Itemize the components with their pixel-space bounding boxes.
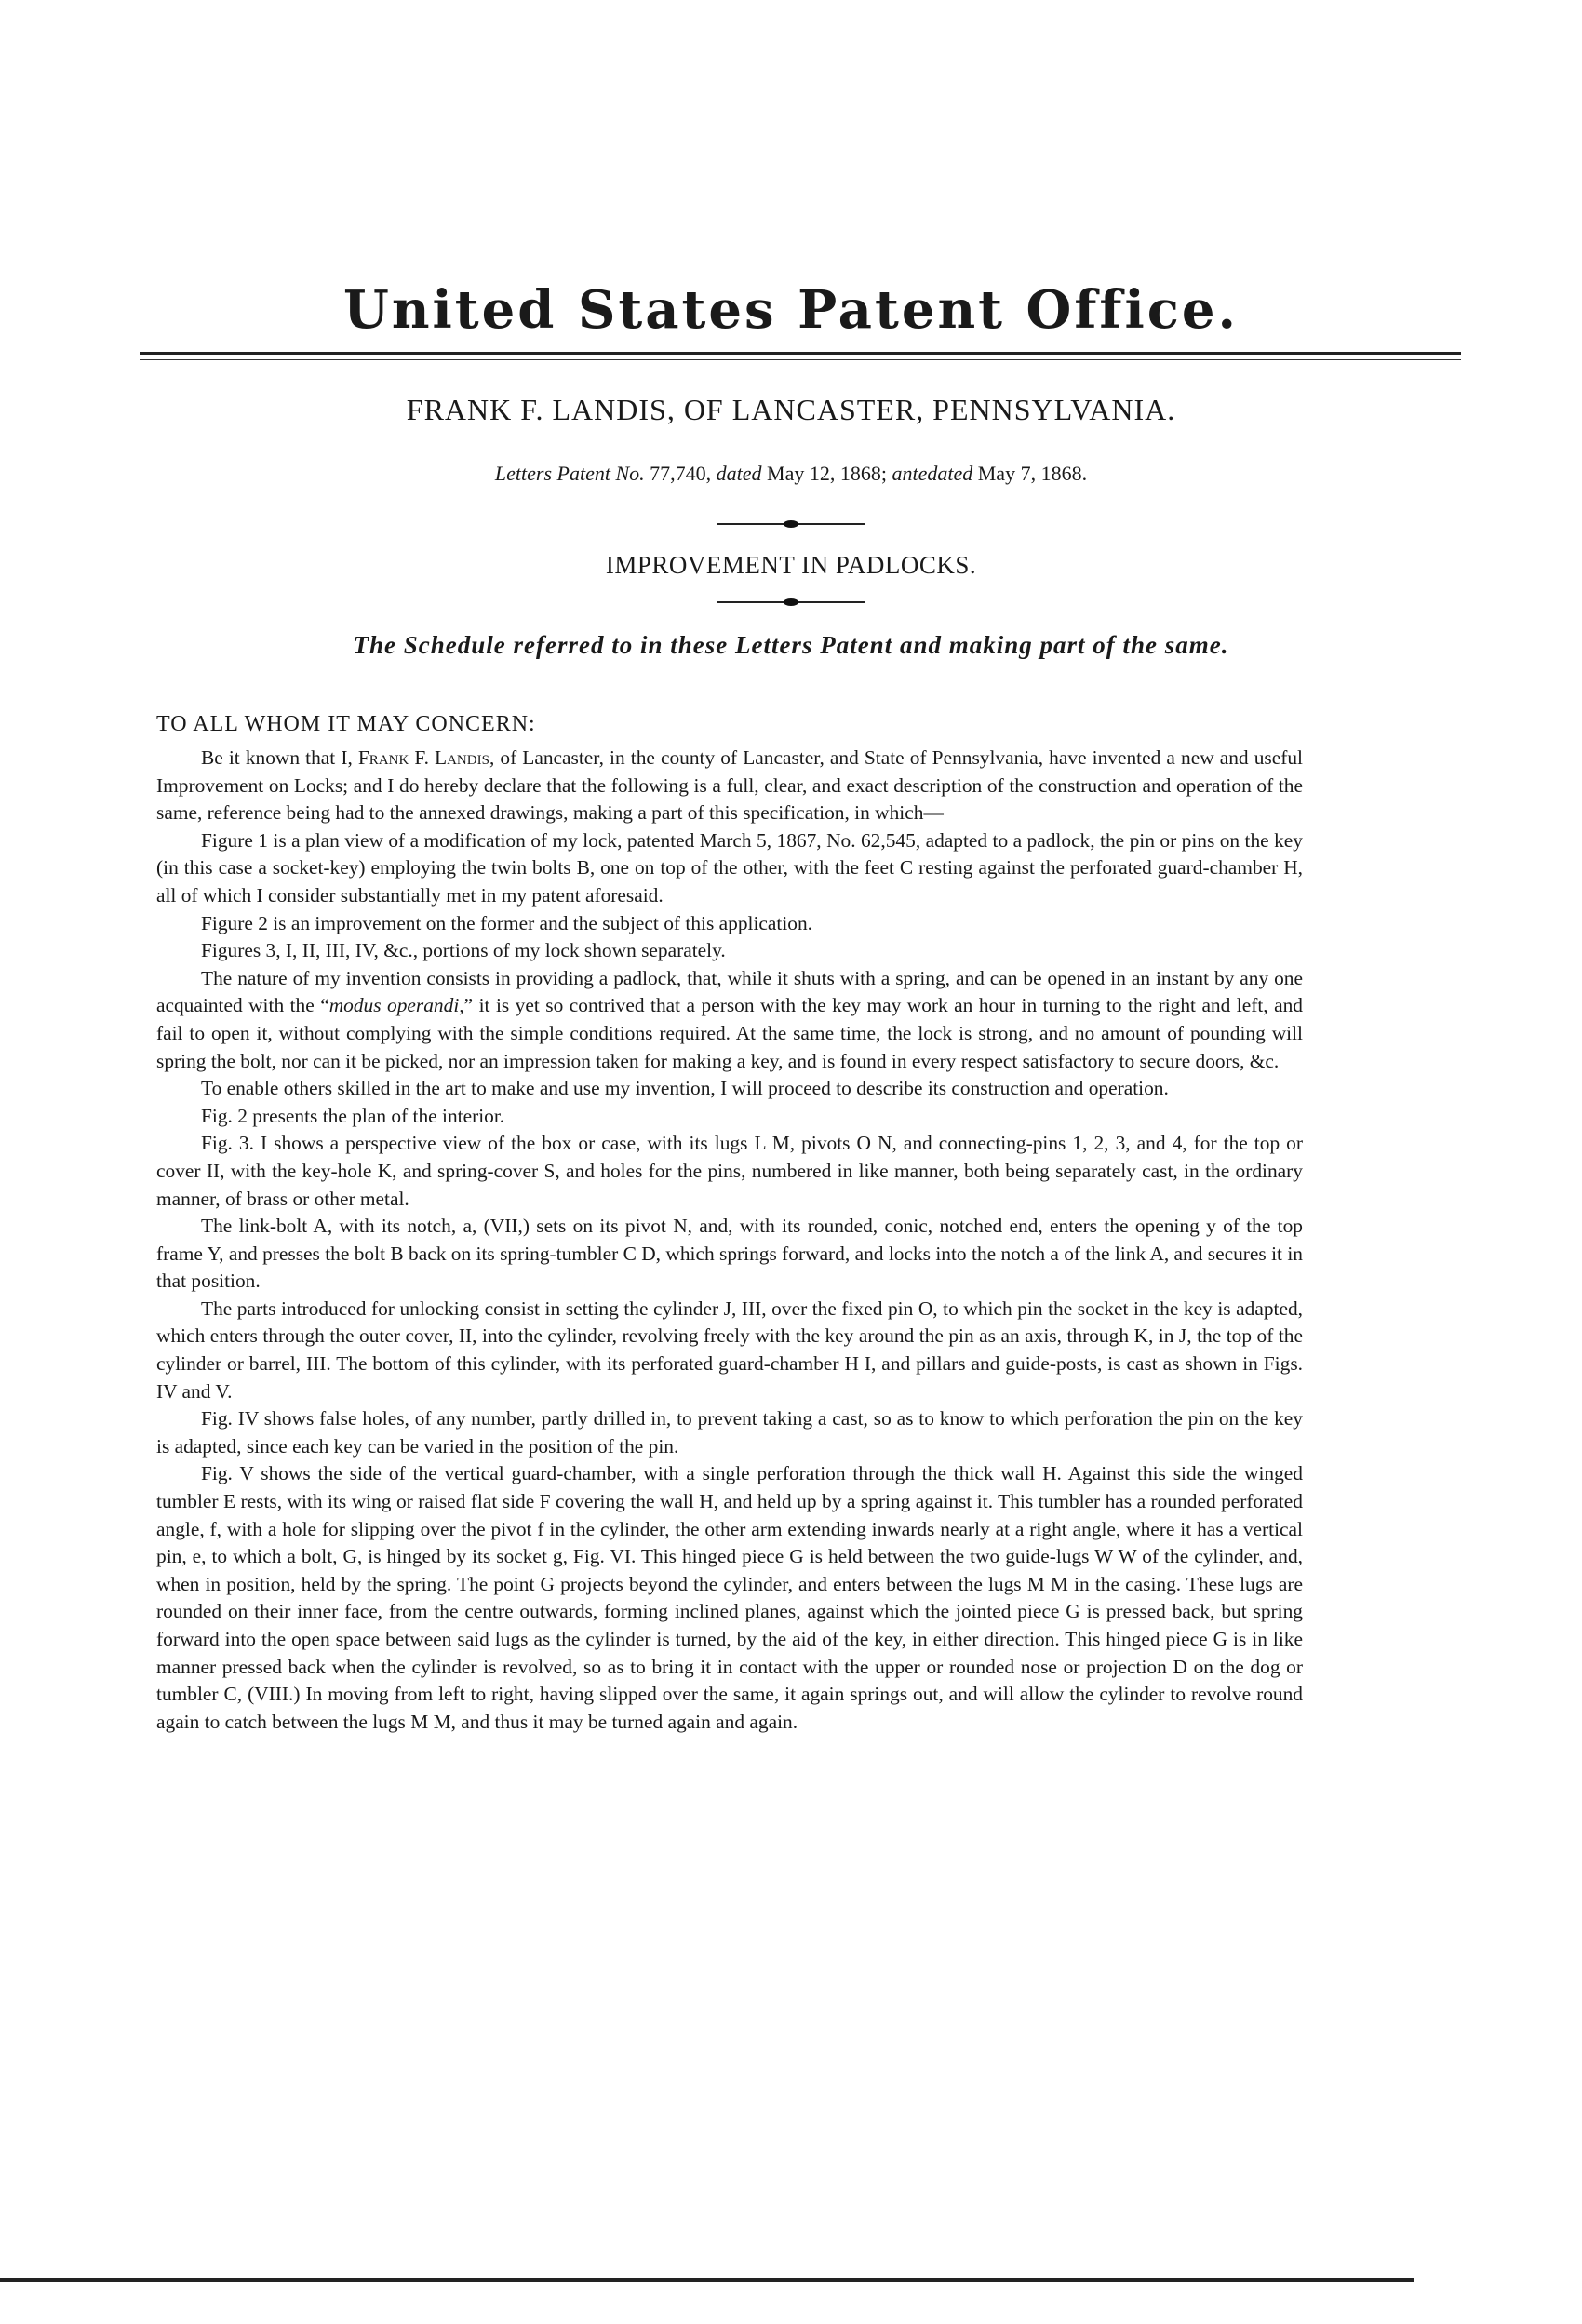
header-rule-thin: [140, 359, 1461, 360]
paragraph: The link-bolt A, with its notch, a, (VII,) sets on its pivot N, and, with its rounded, conic, notched end, enters the opening y of the top frame Y, and presses the bolt B back on its spring-tumbler C D, which springs forward, and locks into the notch a of the link A, and secures it in that position.: [156, 1215, 1303, 1293]
paragraph-text: ” it is yet so contrived that a person with the key may work an hour in turning to the right and left, and fail to open it, without complying with the simple conditions required. At the same time, the lock is strong, and no amount of pounding will spring the bolt, nor can it be picked, nor an impression taken for making a key, and is found in every respect satisfactory to secure doors, &c.: [156, 994, 1303, 1072]
paragraph: Figures 3, I, II, III, IV, &c., portions of my lock shown separately.: [201, 939, 726, 962]
inventor-name: Frank F. Landis: [357, 746, 489, 769]
paragraph: Fig. 2 presents the plan of the interior.: [201, 1104, 505, 1127]
ornament-separator: [717, 517, 865, 531]
antedated-value: May 7, 1868.: [977, 462, 1088, 485]
paragraph: Fig. IV shows false holes, of any number, partly drilled in, to prevent taking a cast, so as to know to which perforation the pin on the key is adapted, since each key can be varied in the position of the pin.: [156, 1407, 1303, 1458]
ornament-separator: [717, 596, 865, 609]
inventor-line: FRANK F. LANDIS, OF LANCASTER, PENNSYLVANIA.: [406, 393, 1176, 426]
separator-dot: [784, 520, 798, 528]
dated-label: dated: [716, 462, 762, 485]
paragraph: Figure 1 is a plan view of a modification of my lock, patented March 5, 1867, No. 62,545, adapted to a padlock, the pin or pins on the key (in this case a socket-key) employing the twin bolts B, one on top of the other, with the feet C resting against the perforated guard-chamber H, all of which I consider substantially met in my patent aforesaid.: [156, 828, 1303, 907]
schedule-line: The Schedule referred to in these Letters Patent and making part of the same.: [353, 631, 1229, 659]
salutation: TO ALL WHOM IT MAY CONCERN:: [156, 712, 536, 736]
paragraph: Fig. V shows the side of the vertical guard-chamber, with a single perforation through the thick wall H. Against this side the winged tumbler E rests, with its wing or raised flat side F covering the wall H, and held up by a spring against it. This tumbler has a rounded perforated angle, f, with a hole for slipping over the pivot f in the cylinder, the other arm extending inwards nearly at a right angle, where it has a vertical pin, e, to which a bolt, G, is hinged by its socket g, Fig. VI. This hinged piece G is held between the two guide-lugs W W of the cylinder, and, when in position, held by the spring. The point G projects beyond the cylinder, and enters between the lugs M M in the casing. These lugs are rounded on their inner face, from the centre outwards, forming inclined planes, against which the jointed piece G is pressed back, but spring forward into the open space between said lugs as the cylinder is turned, by the aid of the key, in either direction. This hinged piece G is in like manner pressed back when the cylinder is revolved, so as to bring it in contact with the upper or rounded nose or projection D on the dog or tumbler C, (VIII.) In moving from left to right, having slipped over the same, it again springs out, and will allow the cylinder to revolve round again to catch between the lugs M M, and thus it may be turned again and again.: [156, 1462, 1303, 1733]
office-title: United States Patent Office.: [342, 279, 1239, 341]
paragraph: [156, 745, 1303, 827]
patent-line: [0, 462, 1582, 486]
antedated-label: antedated: [892, 462, 973, 485]
paragraph-text: The nature of my invention consists in providing a padlock, that, while it shuts with a spring, and can be opened in an instant by any one acquainted with the “: [156, 966, 1303, 1017]
paragraph-text: , of Lancaster, in the county of Lancaster, and State of Pennsylvania, have invented a new and useful Improvement on Locks; and I do hereby declare that the following is a full, clear, and exact description of the construction and operation of the same, reference being had to the annexed drawings, making a part of this specification, in which—: [156, 746, 1303, 825]
paragraph: The parts introduced for unlocking consist in setting the cylinder J, III, over the fixed pin O, to which pin the socket in the key is adapted, which enters through the outer cover, II, into the cylinder, revolving freely with the key around the pin as an axis, through K, in J, the top of the cylinder or barrel, III. The bottom of this cylinder, with its perforated guard-chamber H I, and pillars and guide-posts, is cast as shown in Figs. IV and V.: [156, 1296, 1303, 1403]
improvement-title: IMPROVEMENT IN PADLOCKS.: [605, 551, 977, 579]
specification-body: [156, 745, 1303, 1736]
paragraph: Fig. 3. I shows a perspective view of the box or case, with its lugs L M, pivots O N, and connecting-pins 1, 2, 3, and 4, for the top or cover II, with the key-hole K, and spring-cover S, and holes for the pins, numbered in like manner, both being separately cast, in the ordinary manner, of brass or other metal.: [156, 1132, 1303, 1210]
patent-prefix: Letters Patent No.: [494, 462, 645, 485]
paragraph-text: Be it known that I,: [201, 746, 358, 769]
dated-value: May 12, 1868;: [767, 462, 887, 485]
paragraph: Figure 2 is an improvement on the former and the subject of this application.: [201, 911, 813, 934]
paragraph: To enable others skilled in the art to make and use my invention, I will proceed to describe its construction and operation.: [201, 1077, 1169, 1100]
header-rule-thick: [140, 352, 1461, 355]
bottom-rule: [0, 2278, 1414, 2282]
separator-dot: [784, 598, 798, 606]
patent-number: 77,740,: [650, 462, 712, 485]
italic-phrase: modus operandi,: [328, 994, 464, 1017]
paragraph: [156, 965, 1303, 1075]
